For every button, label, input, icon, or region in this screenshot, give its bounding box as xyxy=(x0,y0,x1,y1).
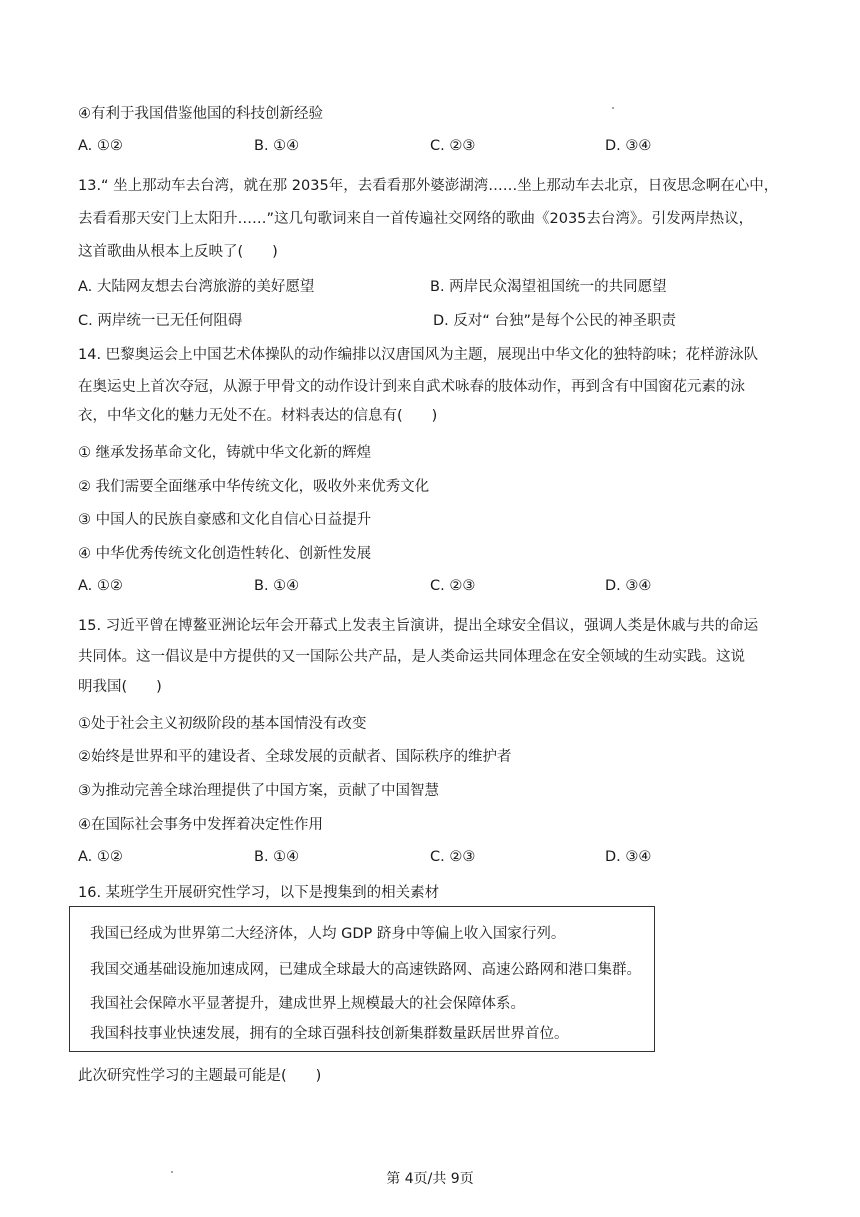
q14-option-d[interactable]: D. ③④ xyxy=(605,578,652,594)
q12-item-4: ④有利于我国借鉴他国的科技创新经验 xyxy=(78,106,323,122)
q15-option-a[interactable]: A. ①② xyxy=(78,849,123,865)
q13-option-c[interactable]: C. 两岸统一已无任何阻碍 xyxy=(78,313,243,329)
q14-options xyxy=(78,578,778,598)
q14-item-4: ④ 中华优秀传统文化创造性转化、创新性发展 xyxy=(78,546,372,562)
q15-stem-line-3: 明我国( ) xyxy=(78,679,162,695)
q16-question: 此次研究性学习的主题最可能是( ) xyxy=(78,1068,322,1084)
q13-option-b[interactable]: B. 两岸民众渴望祖国统一的共同愿望 xyxy=(430,279,667,295)
q14-option-c[interactable]: C. ②③ xyxy=(430,578,476,594)
q13-stem-line-3: 这首歌曲从根本上反映了( ) xyxy=(78,244,278,260)
q14-option-a[interactable]: A. ①② xyxy=(78,578,123,594)
q16-material-line-4: 我国科技事业快速发展，拥有的全球百强科技创新集群数量跃居世界首位。 xyxy=(90,1026,569,1042)
q16-stem: 16. 某班学生开展研究性学习，以下是搜集到的相关素材 xyxy=(78,885,440,901)
q16-material-line-2: 我国交通基础设施加速成网，已建成全球最大的高速铁路网、高速公路网和港口集群。 xyxy=(90,962,641,978)
q13-stem-line-1: 13.“ 坐上那动车去台湾，就在那 2035年，去看看那外婆澎湖湾……坐上那动车去北京，日夜思念啊在心中， xyxy=(78,178,779,194)
q13-options-row-1 xyxy=(78,275,778,295)
q14-stem-line-3: 衣，中华文化的魅力无处不在。材料表达的信息有( ) xyxy=(78,408,438,424)
q15-stem-line-2: 共同体。这一倡议是中方提供的又一国际公共产品，是人类命运共同体理念在安全领域的生动实践。这说 xyxy=(78,649,745,665)
q12-option-a[interactable]: A. ①② xyxy=(78,138,123,154)
q12-option-b[interactable]: B. ①④ xyxy=(254,138,300,154)
q16-material-line-3: 我国社会保障水平显著提升，建成世界上规模最大的社会保障体系。 xyxy=(90,996,525,1012)
q15-item-4: ④在国际社会事务中发挥着决定性作用 xyxy=(78,817,323,833)
page-footer: 第 4页/共 9页 xyxy=(386,1171,474,1187)
q14-item-2: ② 我们需要全面继承中华传统文化，吸收外来优秀文化 xyxy=(78,479,430,495)
q13-options-row-2 xyxy=(78,309,778,329)
q15-option-b[interactable]: B. ①④ xyxy=(254,849,300,865)
q12-options xyxy=(78,138,778,158)
q14-stem-line-1: 14. 巴黎奥运会上中国艺术体操队的动作编排以汉唐国风为主题，展现出中华文化的独特韵味；花样游泳队 xyxy=(78,347,759,363)
q15-option-d[interactable]: D. ③④ xyxy=(605,849,652,865)
q14-item-1: ① 继承发扬革命文化，铸就中华文化新的辉煌 xyxy=(78,445,372,461)
q14-stem-line-2: 在奥运史上首次夺冠，从源于甲骨文的动作设计到来自武术咏春的肢体动作，再到含有中国窗花元素的泳 xyxy=(78,379,745,395)
q14-item-3: ③ 中国人的民族自豪感和文化自信心日益提升 xyxy=(78,512,372,528)
q13-option-d[interactable]: D. 反对“ 台独”是每个公民的神圣职责 xyxy=(433,313,677,329)
q13-stem-line-2: 去看看那天安门上太阳升……”这几句歌词来自一首传遍社交网络的歌曲《2035去台湾》。引发两岸热议， xyxy=(78,211,754,227)
q15-item-2: ②始终是世界和平的建设者、全球发展的贡献者、国际秩序的维护者 xyxy=(78,749,512,765)
q15-stem-line-1: 15. 习近平曾在博鳌亚洲论坛年会开幕式上发表主旨演讲，提出全球安全倡议，强调人类是休戚与共的命运 xyxy=(78,618,759,634)
stray-dot xyxy=(612,107,614,109)
q14-option-b[interactable]: B. ①④ xyxy=(254,578,300,594)
q15-item-1: ①处于社会主义初级阶段的基本国情没有改变 xyxy=(78,716,367,732)
q12-option-d[interactable]: D. ③④ xyxy=(605,138,652,154)
q16-material-line-1: 我国已经成为世界第二大经济体，人均 GDP 跻身中等偏上收入国家行列。 xyxy=(90,926,566,942)
q12-option-c[interactable]: C. ②③ xyxy=(430,138,476,154)
q15-options xyxy=(78,849,778,869)
q15-item-3: ③为推动完善全球治理提供了中国方案，贡献了中国智慧 xyxy=(78,783,439,799)
q13-option-a[interactable]: A. 大陆网友想去台湾旅游的美好愿望 xyxy=(78,279,315,295)
q15-option-c[interactable]: C. ②③ xyxy=(430,849,476,865)
q16-material-box xyxy=(69,906,655,1052)
